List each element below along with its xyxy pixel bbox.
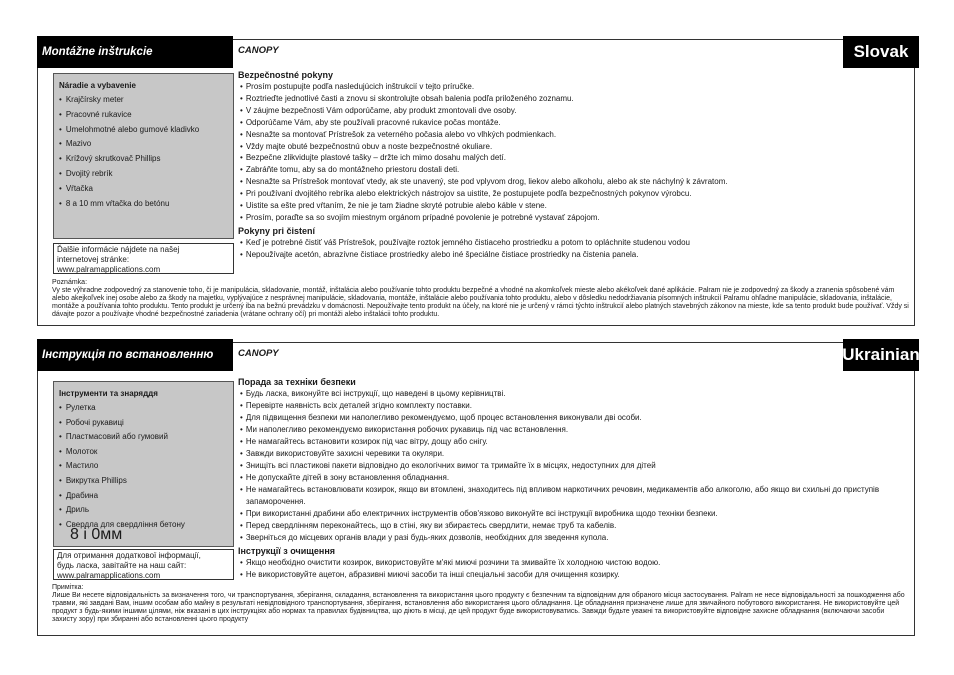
safety-list: [238, 81, 914, 224]
tools-box: [53, 381, 234, 547]
cleaning-item: • Не використовуйте ацетон, абразивні миючі засоби та інші спеціальні засоби для очищення козирку.: [238, 569, 914, 581]
tool-item: • Mazivo: [59, 137, 229, 152]
safety-item: • Vždy majte obuté bezpečnostnú obuv a noste bezpečnostné okuliare.: [238, 141, 914, 153]
tool-item: • Pracovné rukavice: [59, 108, 229, 123]
cleaning-heading: Інструкції з очищення: [238, 546, 336, 556]
safety-heading: Bezpečnostné pokyny: [238, 70, 334, 80]
tools-box: [53, 73, 234, 239]
slovak-section: [37, 36, 917, 326]
tools-title: Náradie a vybavenie: [59, 81, 136, 90]
language-tab: Ukrainian: [843, 339, 919, 371]
safety-item: • Roztrieďte jednotlivé časti a znovu si skontrolujte obsah balenia podľa priloženého zoznamu.: [238, 93, 914, 105]
cleaning-item: • Nepoužívajte acetón, abrazívne čistiace prostriedky alebo iné špeciálne čistiace prostriedky na čistenia panela.: [238, 249, 914, 261]
tool-item: • Umelohmotné alebo gumové kladivko: [59, 123, 229, 138]
tool-item: • Krajčírsky meter: [59, 93, 229, 108]
cleaning-item: • Якщо необхідно очистити козирок, використовуйте м'які миючі розчини та змивайте їх холодною чистою водою.: [238, 557, 914, 569]
tool-item: • Молоток: [59, 445, 229, 460]
safety-item: • Prosím, poraďte sa so svojím miestnym orgánom prípadné povolenie je potrebné vystavať zápojom.: [238, 212, 914, 224]
safety-item: • Знищіть всі пластикові пакети відповідно до екологічних вимог та тримайте їх в місцях, недоступних для дітей: [238, 460, 914, 472]
safety-item: • Zabráňte tomu, aby sa do montážneho priestoru dostali deti.: [238, 164, 914, 176]
safety-heading: Порада за техніки безпеки: [238, 377, 356, 387]
safety-instructions: [238, 377, 914, 583]
note-text: Vy ste výhradne zodpovedný za stanovenie toho, či je manipulácia, skladovanie, montáž, inštalácia alebo používanie tohto produktu bezpečné a vhodné na akomkoľvek mieste alebo akékoľvek dané aplikácie. Palram nie je zodpovedný za škody a zranenia spôsobené vám alebo akejkoľvek inej osobe alebo za škody na majetku, vyplývajúce z nesprávnej manipulácie, skladovania, montáže, inštalácie alebo používania tohto produktu, alebo v dôsledku nedodržiavania písomných inštrukcií Palramu ohľadne manipulácie, skladovania, inštalácie, montáže a používania tohto produktu. Tento produkt je určený iba na bežnú prevádzku v domácnosti. Nepoužívajte tento produkt na účely, na ktoré nie je určený v rámci týchto inštrukcií alebo platných stavebných zákonov na mieste, kde sa tento produkt bude používať. Vždy si dávajte pozor a používajte vhodné bezpečnostné zariadenia (vrátane ochrany očí) pri montáži alebo inštalácii tohto produktu.: [52, 286, 909, 318]
safety-item: • Перед свердлінням переконайтесь, що в стіні, яку ви збираєтесь свердлити, немає труб та кабелів.: [238, 520, 914, 532]
tool-item: • Мастило: [59, 459, 229, 474]
safety-item: • V záujme bezpečnosti Vám odporúčame, aby produkt zmontovali dve osoby.: [238, 105, 914, 117]
tools-list: [59, 401, 229, 532]
tool-item: • Дриль: [59, 503, 229, 518]
safety-item: • Nesnažte sa montovať Prístrešok za veterného počasia alebo vo vlhkých podmienkach.: [238, 129, 914, 141]
tool-item: • Dvojitý rebrík: [59, 167, 229, 182]
safety-item: • Nesnažte sa Prístrešok montovať vtedy, ak ste unavený, ste pod vplyvom drog, liekov alebo alkoholu, alebo ak ste náchylný k závratom.: [238, 176, 914, 188]
website-info: Для отримання додаткової інформації, будь ласка, завітайте на наш сайт: www.palramapplications.com: [53, 549, 234, 580]
safety-item: • Bezpečne zlikvidujte plastové tašky – držte ich mimo dosahu malých detí.: [238, 152, 914, 164]
product-name: CANOPY: [238, 45, 279, 56]
tool-item: • Krížový skrutkovač Phillips: [59, 152, 229, 167]
note-label: Примітка:: [52, 584, 84, 591]
section-title: Інструкція по встановленню: [37, 339, 233, 371]
safety-item: • Prosím postupujte podľa nasledujúcich inštrukcií v tejto príručke.: [238, 81, 914, 93]
tools-title: Інструменти та знаряддя: [59, 389, 158, 398]
safety-item: • Не намагайтесь встановити козирок під час вітру, дощу або снігу.: [238, 436, 914, 448]
safety-instructions: [238, 70, 914, 263]
cleaning-heading: Pokyny pri čistení: [238, 225, 316, 236]
disclaimer-note: [52, 279, 910, 319]
safety-item: • Завжди використовуйте захисні черевики та окуляри.: [238, 448, 914, 460]
tool-item: • Пластмасовий або гумовий: [59, 430, 229, 445]
safety-item: • Odporúčame Vám, aby ste používali pracovné rukavice počas montáže.: [238, 117, 914, 129]
safety-item: • Pri používaní dvojitého rebríka alebo elektrických nástrojov sa uistite, že postupujete podľa bezpečnostných pokynov výrobcu.: [238, 188, 914, 200]
note-label: Poznámka:: [52, 279, 88, 286]
safety-item: • Будь ласка, виконуйте всі інструкції, що наведені в цьому керівництві.: [238, 388, 914, 400]
safety-item: • Не намагайтесь встановлювати козирок, якщо ви втомлені, знаходитесь під впливом наркотичних речовин, медикаментів або алкоголю, або якщо ви схильні до приступів запаморочення.: [238, 484, 914, 508]
language-tab: Slovak: [843, 36, 919, 68]
safety-item: • Не допускайте дітей в зону встановлення обладнання.: [238, 472, 914, 484]
disclaimer-note: [52, 584, 910, 624]
cleaning-list: [238, 237, 914, 261]
safety-item: • Перевірте наявність всіх деталей згідно комплекту поставки.: [238, 400, 914, 412]
safety-item: • Ми наполегливо рекомендуємо використання робочих рукавиць під час встановлення.: [238, 424, 914, 436]
tool-item: • Драбина: [59, 489, 229, 504]
tool-item: • Робочі рукавиці: [59, 416, 229, 431]
tools-list: [59, 93, 229, 211]
website-info: Ďalšie informácie nájdete na našej internetovej stránke: www.palramapplications.com: [53, 243, 234, 274]
safety-list: [238, 388, 914, 544]
product-name: CANOPY: [238, 348, 279, 359]
tool-item: • Рулетка: [59, 401, 229, 416]
tool-item: • 8 a 10 mm vŕtačka do betónu: [59, 197, 229, 212]
ukrainian-section: [37, 339, 920, 636]
safety-item: • Зверніться до місцевих органів влади у разі будь-яких дозволів, необхідних для зведення купола.: [238, 532, 914, 544]
safety-item: • При використанні драбини або електричних інструментів обов'язково виконуйте всі інструкції виробника щодо техніки безпеки.: [238, 508, 914, 520]
safety-item: • Uistite sa ešte pred vŕtaním, že nie je tam žiadne skryté potrubie alebo káble v stene.: [238, 200, 914, 212]
tool-item: • Викрутка Phillips: [59, 474, 229, 489]
section-title: Montážne inštrukcie: [37, 36, 233, 68]
tool-item-sizes: 8 і 0мм: [70, 526, 123, 544]
cleaning-list: [238, 557, 914, 581]
tool-item: • Свердла для свердління бетону: [59, 518, 229, 533]
cleaning-item: • Keď je potrebné čistiť váš Prístrešok, používajte roztok jemného čistiaceho prostriedku a potom to opláchnite studenou vodou: [238, 237, 914, 249]
tool-item: • Vŕtačka: [59, 182, 229, 197]
safety-item: • Для підвищення безпеки ми наполегливо рекомендуємо, щоб процес встановлення виконували дві особи.: [238, 412, 914, 424]
note-text: Лише Ви несете відповідальність за визначення того, чи транспортування, зберігання, складання, встановлення та використання цього продукту є безпечним та відповідним для обраного місця застосування. Palram не несе відповідальності за пошкодження або травми, які завдані Вам, іншим особам або майну в результаті невідповідного транспортування, зберігання, встановлення або використання цього обладнання. Це обладнання призначене лише для звичайного побутового використання. Не використовуйте цей продукт з будь-якими іншими цілями, ніж вказані в цих інструкціях або нормах та правилах будівництва, що діють в місці, де цей продукт буде використовуватись. Завжди будьте уважні та використовуйте відповідне захисне обладнання (включаючи засоби захисту зору) при збиранні або встановленні цього продукту: [52, 591, 905, 623]
